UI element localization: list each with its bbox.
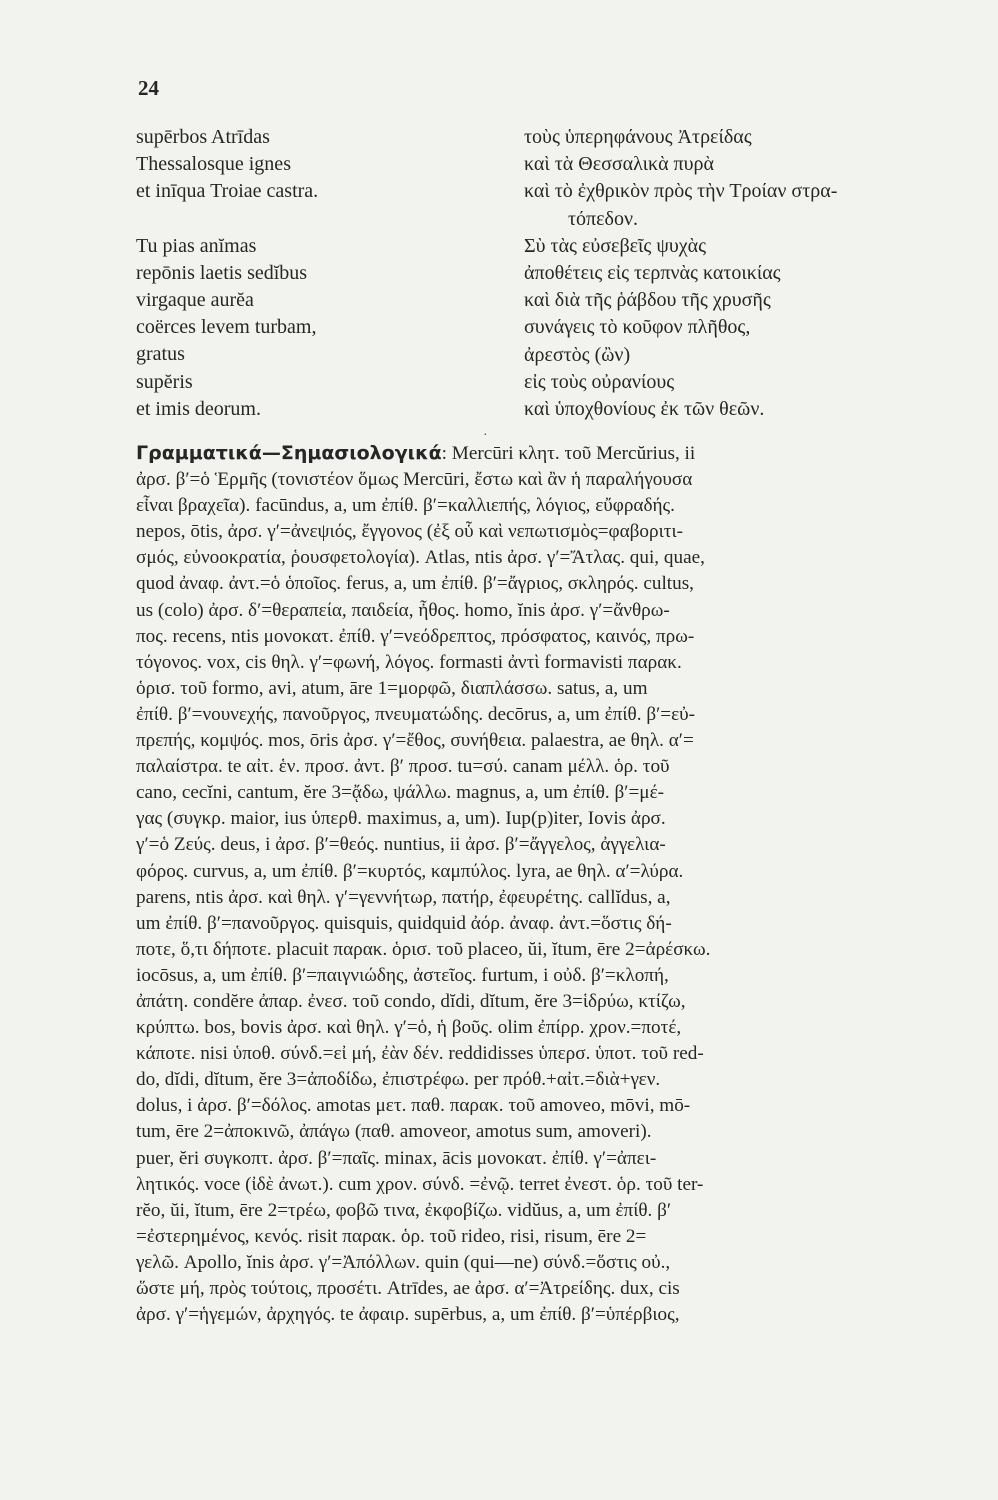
greek-column	[524, 124, 964, 423]
gloss-line: παλαίστρα. te αἰτ. ἑν. προσ. ἀντ. β′ προσ. tu=σύ. canam μέλλ. ὁρ. τοῦ	[136, 756, 670, 778]
gloss-line: cano, cecĭni, cantum, ĕre 3=ᾄδω, ψάλλω. magnus, a, um ἐπίθ. β′=μέ-	[136, 782, 665, 804]
gloss-line: σμός, εὐνοοκρατία, ῥουσφετολογία). Atlas, ntis ἀρσ. γ′=Ἄτλας. qui, quae,	[136, 547, 705, 569]
greek-line: καὶ ὑποχθονίους ἐκ τῶν θεῶν.	[524, 398, 765, 421]
latin-line: virgaque aurĕa	[136, 289, 254, 312]
greek-line: Σὺ τὰς εὐσεβεῖς ψυχὰς	[524, 234, 707, 257]
latin-line: gratus	[136, 343, 185, 366]
gloss-line: πρεπής, κομψός. mos, ōris ἀρσ. γ′=ἔθος, συνήθεια. palaestra, ae θηλ. α′=	[136, 730, 694, 752]
gloss-line: us (colo) ἀρσ. δ′=θεραπεία, παιδεία, ἦθος. homo, ĭnis ἀρσ. γ′=ἄνθρω-	[136, 599, 670, 621]
gloss-line: puer, ĕri συγκοπτ. ἀρσ. β′=παῖς. minax, ācis μονοκατ. ἐπίθ. γ′=ἀπει-	[136, 1147, 657, 1169]
gloss-line: ἀρσ. γ′=ἡγεμών, ἀρχηγός. te ἀφαιρ. supērbus, a, um ἐπίθ. β′=ὑπέρβιος,	[136, 1304, 680, 1326]
grammar-notes	[136, 440, 972, 1328]
latin-column	[136, 124, 496, 423]
latin-line: supĕris	[136, 370, 193, 393]
gloss-line: ὥστε μή, πρὸς τούτοις, προσέτι. Atrīdes, ae ἀρσ. α′=Ἀτρείδης. dux, cis	[136, 1278, 680, 1299]
gloss-line: γελῶ. Apollo, ĭnis ἀρσ. γ′=Ἀπόλλων. quin (qui—ne) σύνδ.=ὅστις οὐ.,	[136, 1251, 671, 1273]
gloss-heading: Γραμματικά—Σημασιολογικά	[136, 442, 442, 464]
gloss-line: rĕo, ŭi, ĭtum, ēre 2=τρέω, φοβῶ τινα, ἐκφοβίζω. vidŭus, a, um ἐπίθ. β′	[136, 1199, 672, 1221]
gloss-line: parens, ntis ἀρσ. καὶ θηλ. γ′=γεννήτωρ, πατήρ, ἐφευρέτης. callĭdus, a,	[136, 886, 671, 908]
greek-line: τόπεδον.	[568, 207, 638, 230]
gloss-line: εἶναι βραχεῖα). facūndus, a, um ἐπίθ. β′=καλλιεπής, λόγιος, εὔφραδής.	[136, 495, 675, 517]
gloss-heading-line	[136, 440, 972, 467]
gloss-line: τόγονος. vox, cis θηλ. γ′=φωνή, λόγος. formasti ἀντὶ formavisti παρακ.	[136, 651, 682, 673]
latin-line: Thessalosque ignes	[136, 153, 291, 176]
greek-line: καὶ διὰ τῆς ῥάβδου τῆς χρυσῆς	[524, 289, 771, 312]
greek-line: εἰς τοὺς οὐρανίους	[524, 370, 675, 393]
gloss-line: =ἐστερημένος, κενός. risit παρακ. ὁρ. τοῦ rideo, risi, risum, ēre 2=	[136, 1225, 647, 1247]
greek-line: καὶ τὰ Θεσσαλικὰ πυρὰ	[524, 153, 715, 176]
gloss-line: um ἐπίθ. β′=πανοῦργος. quisquis, quidquid ἀόρ. ἀναφ. ἀντ.=ὅστις δή-	[136, 912, 672, 934]
gloss-line: ἀπάτη. condĕre ἀπαρ. ἐνεσ. τοῦ condo, dĭdi, dĭtum, ĕre 3=ἱδρύω, κτίζω,	[136, 990, 686, 1012]
latin-line: coërces levem turbam,	[136, 316, 317, 339]
gloss-line: do, dĭdi, dĭtum, ĕre 3=ἀποδίδω, ἐπιστρέφω. per πρόθ.+αἰτ.=διὰ+γεν.	[136, 1069, 661, 1091]
gloss-line: γας (συγκρ. maior, ius ὑπερθ. maximus, a, um). Iup(p)iter, Iovis ἀρσ.	[136, 808, 666, 830]
gloss-line: ποτε, ὅ,τι δήποτε. placuit παρακ. ὁρισ. τοῦ placeo, ŭi, ĭtum, ēre 2=ἀρέσκω.	[136, 938, 711, 960]
parallel-verses	[0, 124, 998, 430]
greek-line: ἀποθέτεις εἰς τερπνὰς κατοικίας	[524, 262, 781, 285]
latin-line: Tu pias anĭmas	[136, 234, 257, 257]
gloss-line: dolus, i ἀρσ. β′=δόλος. amotas μετ. παθ. παρακ. τοῦ amoveo, mōvi, mō-	[136, 1095, 691, 1117]
gloss-line: ἀρσ. β′=ὁ Ἑρμῆς (τονιστέον ὅμως Mercūri, ἔστω καὶ ἂν ἡ παραλήγουσα	[136, 469, 693, 491]
gloss-line: quod ἀναφ. ἀντ.=ὁ ὁποῖος. ferus, a, um ἐπίθ. β′=ἄγριος, σκληρός. cultus,	[136, 573, 694, 595]
gloss-line: γ′=ὁ Ζεύς. deus, i ἀρσ. β′=θεός. nuntius, ii ἀρσ. β′=ἄγγελος, ἀγγελια-	[136, 834, 666, 856]
separator-dot: ·	[483, 428, 488, 443]
greek-line: καὶ τὸ ἐχθρικὸν πρὸς τὴν Τροίαν στρα-	[524, 180, 838, 203]
gloss-line: tum, ēre 2=ἀποκινῶ, ἀπάγω (παθ. amoveor, amotus sum, amoveri).	[136, 1121, 652, 1143]
greek-line: τοὺς ὑπερηφάνους Ἀτρείδας	[524, 126, 752, 148]
page-number: 24	[138, 76, 159, 100]
gloss-line: nepos, ōtis, ἀρσ. γ′=ἀνεψιός, ἔγγονος (ἐξ οὗ καὶ νεπωτισμὸς=φαβοριτι-	[136, 521, 684, 543]
gloss-line: ἐπίθ. β′=νουνεχής, πανοῦργος, πνευματώδης. decōrus, a, um ἐπίθ. β′=εὐ-	[136, 703, 696, 725]
latin-line: supērbos Atrīdas	[136, 126, 270, 148]
gloss-line: φόρος. curvus, a, um ἐπίθ. β′=κυρτός, καμπύλος. lyra, ae θηλ. α′=λύρα.	[136, 860, 684, 882]
gloss-heading-rest: : Mercūri κλητ. τοῦ Mercŭrius, ii	[441, 443, 696, 464]
gloss-line: κρύπτω. bos, bovis ἀρσ. καὶ θηλ. γ′=ὁ, ἡ βοῦς. olim ἐπίρρ. χρον.=ποτέ,	[136, 1017, 682, 1039]
gloss-line: ὁρισ. τοῦ formo, avi, atum, āre 1=μορφῶ, διαπλάσσω. satus, a, um	[136, 677, 648, 699]
latin-line: repōnis laetis sedĭbus	[136, 261, 308, 284]
latin-stanza-gap	[136, 206, 496, 233]
gloss-line: iocōsus, a, um ἐπίθ. β′=παιγνιώδης, ἀστεῖος. furtum, i οὐδ. β′=κλοπή,	[136, 964, 669, 986]
latin-line: et inīqua Troiae castra.	[136, 180, 319, 203]
gloss-line: πος. recens, ntis μονοκατ. ἐπίθ. γ′=νεόδρεπτος, πρόσφατος, καινός, πρω-	[136, 625, 695, 647]
gloss-line: κάποτε. nisi ὑποθ. σύνδ.=εἰ μή, ἐὰν δέν. reddidisses ὑπερσ. ὑποτ. τοῦ red-	[136, 1043, 704, 1065]
greek-line: συνάγεις τὸ κοῦφον πλῆθος,	[524, 316, 751, 339]
latin-line: et imis deorum.	[136, 397, 261, 420]
greek-line: ἀρεστὸς (ὢν)	[524, 343, 631, 366]
gloss-line: λητικός. voce (ἰδὲ ἀνωτ.). cum χρον. σύνδ. =ἐνῷ. terret ἐνεστ. ὁρ. τοῦ ter-	[136, 1173, 704, 1195]
